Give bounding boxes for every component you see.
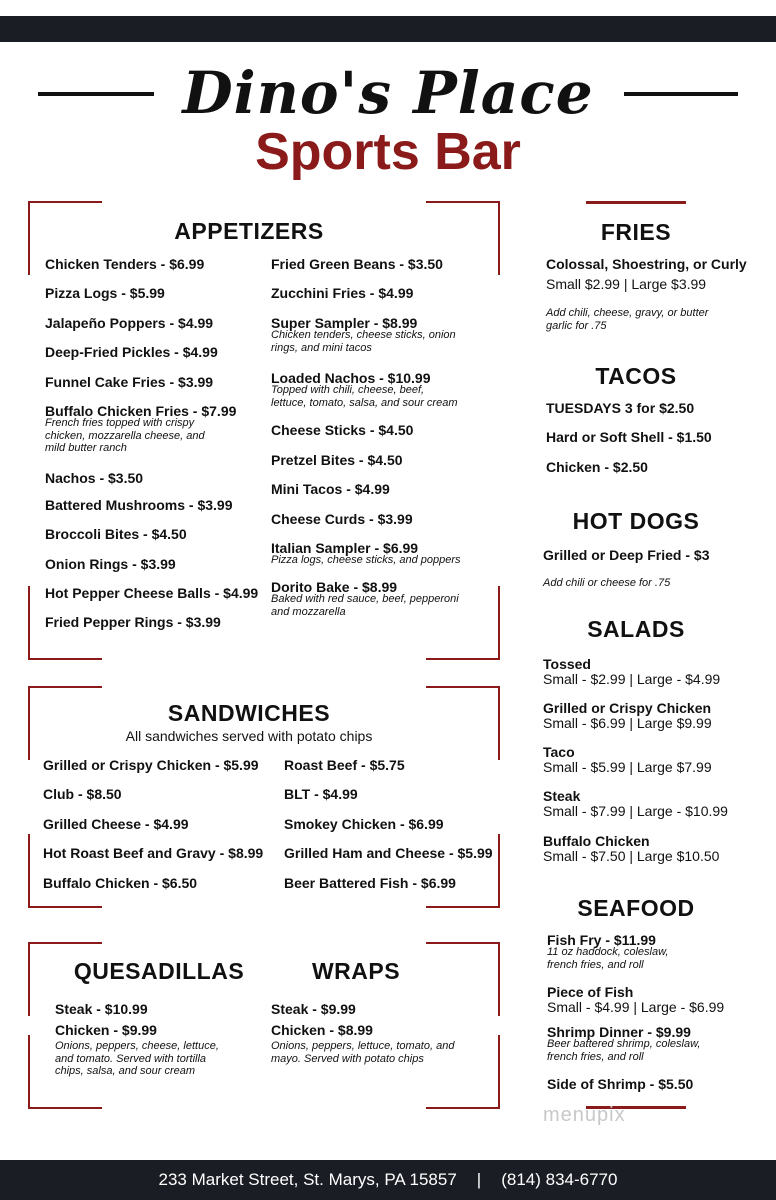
salad-name: Steak	[543, 788, 581, 804]
appetizer-item: Hot Pepper Cheese Balls - $4.99	[45, 585, 259, 601]
quesadillas-desc: Onions, peppers, cheese, lettuce, and tomato. Served with tortilla chips, salsa, and sour cream	[55, 1040, 219, 1077]
appetizer-item: Pizza Logs - $5.99	[45, 285, 165, 301]
appetizer-item: Pretzel Bites - $4.50	[271, 452, 403, 468]
sandwich-item: Club - $8.50	[43, 786, 122, 802]
seafood-desc: 11 oz haddock, coleslaw, french fries, and roll	[547, 946, 669, 971]
seafood-item: Side of Shrimp - $5.50	[547, 1076, 694, 1092]
appetizer-desc: Topped with chili, cheese, beef, lettuce, tomato, salsa, and sour cream	[271, 384, 458, 409]
right-column-rule-top	[586, 201, 686, 204]
fries-prices: Small $2.99 | Large $3.99	[546, 276, 707, 292]
salad-prices: Small - $5.99 | Large $7.99	[543, 759, 712, 775]
appetizer-item: Dorito Bake - $8.99	[271, 579, 398, 595]
appetizer-item: Nachos - $3.50	[45, 470, 144, 486]
appetizer-item: Mini Tacos - $4.99	[271, 481, 390, 497]
appetizers-title: APPETIZERS	[174, 218, 324, 244]
wraps-title: WRAPS	[311, 958, 401, 984]
salad-prices: Small - $6.99 | Large $9.99	[543, 715, 712, 731]
seafood-item: Shrimp Dinner - $9.99	[547, 1024, 691, 1040]
sandwich-item: Grilled Ham and Cheese - $5.99	[284, 845, 493, 861]
fries-label: Colossal, Shoestring, or Curly	[546, 256, 747, 272]
tacos-item: TUESDAYS 3 for $2.50	[546, 400, 695, 416]
appetizer-item: Fried Pepper Rings - $3.99	[45, 614, 221, 630]
appetizer-desc: French fries topped with crispy chicken, mozzarella cheese, and mild butter ranch	[45, 417, 205, 454]
footer	[0, 1160, 776, 1200]
watermark: menupix	[543, 1104, 626, 1126]
salad-name: Taco	[543, 744, 575, 760]
hotdogs-title: HOT DOGS	[572, 508, 700, 534]
appetizer-item: Onion Rings - $3.99	[45, 556, 176, 572]
appetizer-item: Super Sampler - $8.99	[271, 315, 418, 331]
sandwiches-note: All sandwiches served with potato chips	[125, 728, 373, 744]
appetizer-item: Jalapeño Poppers - $4.99	[45, 315, 214, 331]
appetizer-item: Cheese Sticks - $4.50	[271, 422, 414, 438]
sandwich-item: Grilled Cheese - $4.99	[43, 816, 189, 832]
sandwich-item: Roast Beef - $5.75	[284, 757, 405, 773]
hotdogs-item: Grilled or Deep Fried - $3	[543, 547, 710, 563]
salad-name: Buffalo Chicken	[543, 833, 650, 849]
seafood-prices: Small - $4.99 | Large - $6.99	[547, 999, 725, 1015]
wrap-item: Chicken - $8.99	[271, 1022, 373, 1038]
quesadilla-item: Steak - $10.99	[55, 1001, 148, 1017]
wrap-item: Steak - $9.99	[271, 1001, 356, 1017]
qw-frame-tr	[426, 942, 500, 1016]
fries-title: FRIES	[600, 219, 672, 245]
seafood-title: SEAFOOD	[577, 895, 695, 921]
sandwiches-title: SANDWICHES	[167, 700, 331, 726]
salad-prices: Small - $2.99 | Large - $4.99	[543, 671, 721, 687]
sandwich-item: Buffalo Chicken - $6.50	[43, 875, 198, 891]
quesadilla-item: Chicken - $9.99	[55, 1022, 157, 1038]
hotdogs-note: Add chili or cheese for .75	[543, 577, 671, 589]
sandwich-item: Beer Battered Fish - $6.99	[284, 875, 456, 891]
wraps-desc: Onions, peppers, lettuce, tomato, and mayo. Served with potato chips	[271, 1040, 455, 1065]
appetizer-item: Chicken Tenders - $6.99	[45, 256, 205, 272]
salad-name: Grilled or Crispy Chicken	[543, 700, 712, 716]
sandwich-item: BLT - $4.99	[284, 786, 358, 802]
appetizer-item: Deep-Fried Pickles - $4.99	[45, 344, 218, 360]
appetizer-desc: Pizza logs, cheese sticks, and poppers	[271, 554, 461, 566]
seafood-desc: Beer battered shrimp, coleslaw, french fries, and roll	[547, 1038, 701, 1063]
salad-prices: Small - $7.99 | Large - $10.99	[543, 803, 728, 819]
salad-prices: Small - $7.50 | Large $10.50	[543, 848, 720, 864]
appetizer-item: Buffalo Chicken Fries - $7.99	[45, 403, 237, 419]
appetizer-item: Battered Mushrooms - $3.99	[45, 497, 233, 513]
footer-address: 233 Market Street, St. Marys, PA 15857	[158, 1170, 457, 1189]
appetizer-item: Loaded Nachos - $10.99	[271, 370, 431, 386]
seafood-item: Fish Fry - $11.99	[547, 932, 656, 948]
restaurant-subtitle: Sports Bar	[255, 123, 521, 181]
tacos-item: Hard or Soft Shell - $1.50	[546, 429, 712, 445]
sandwich-item: Hot Roast Beef and Gravy - $8.99	[43, 845, 264, 861]
tacos-title: TACOS	[595, 363, 677, 389]
restaurant-name: Dino's Place	[182, 59, 594, 127]
appetizer-item: Fried Green Beans - $3.50	[271, 256, 443, 272]
appetizer-item: Zucchini Fries - $4.99	[271, 285, 414, 301]
seafood-item: Piece of Fish	[547, 984, 634, 1000]
footer-separator: |	[476, 1170, 482, 1189]
salads-title: SALADS	[587, 616, 685, 642]
appetizer-desc: Chicken tenders, cheese sticks, onion rings, and mini tacos	[271, 329, 456, 354]
tacos-item: Chicken - $2.50	[546, 459, 648, 475]
top-bar	[0, 16, 776, 42]
footer-phone[interactable]: (814) 834-6770	[501, 1170, 618, 1189]
appetizer-item: Broccoli Bites - $4.50	[45, 526, 187, 542]
appetizer-item: Funnel Cake Fries - $3.99	[45, 374, 214, 390]
appetizer-desc: Baked with red sauce, beef, pepperoni and mozzarella	[271, 593, 459, 618]
appetizer-item: Italian Sampler - $6.99	[271, 540, 419, 556]
appetizer-item: Cheese Curds - $3.99	[271, 511, 413, 527]
fries-note: Add chili, cheese, gravy, or butter garlic for .75	[546, 307, 709, 332]
salad-name: Tossed	[543, 656, 591, 672]
quesadillas-title: QUESADILLAS	[73, 958, 245, 984]
sandwich-item: Smokey Chicken - $6.99	[284, 816, 444, 832]
sandwich-item: Grilled or Crispy Chicken - $5.99	[43, 757, 259, 773]
